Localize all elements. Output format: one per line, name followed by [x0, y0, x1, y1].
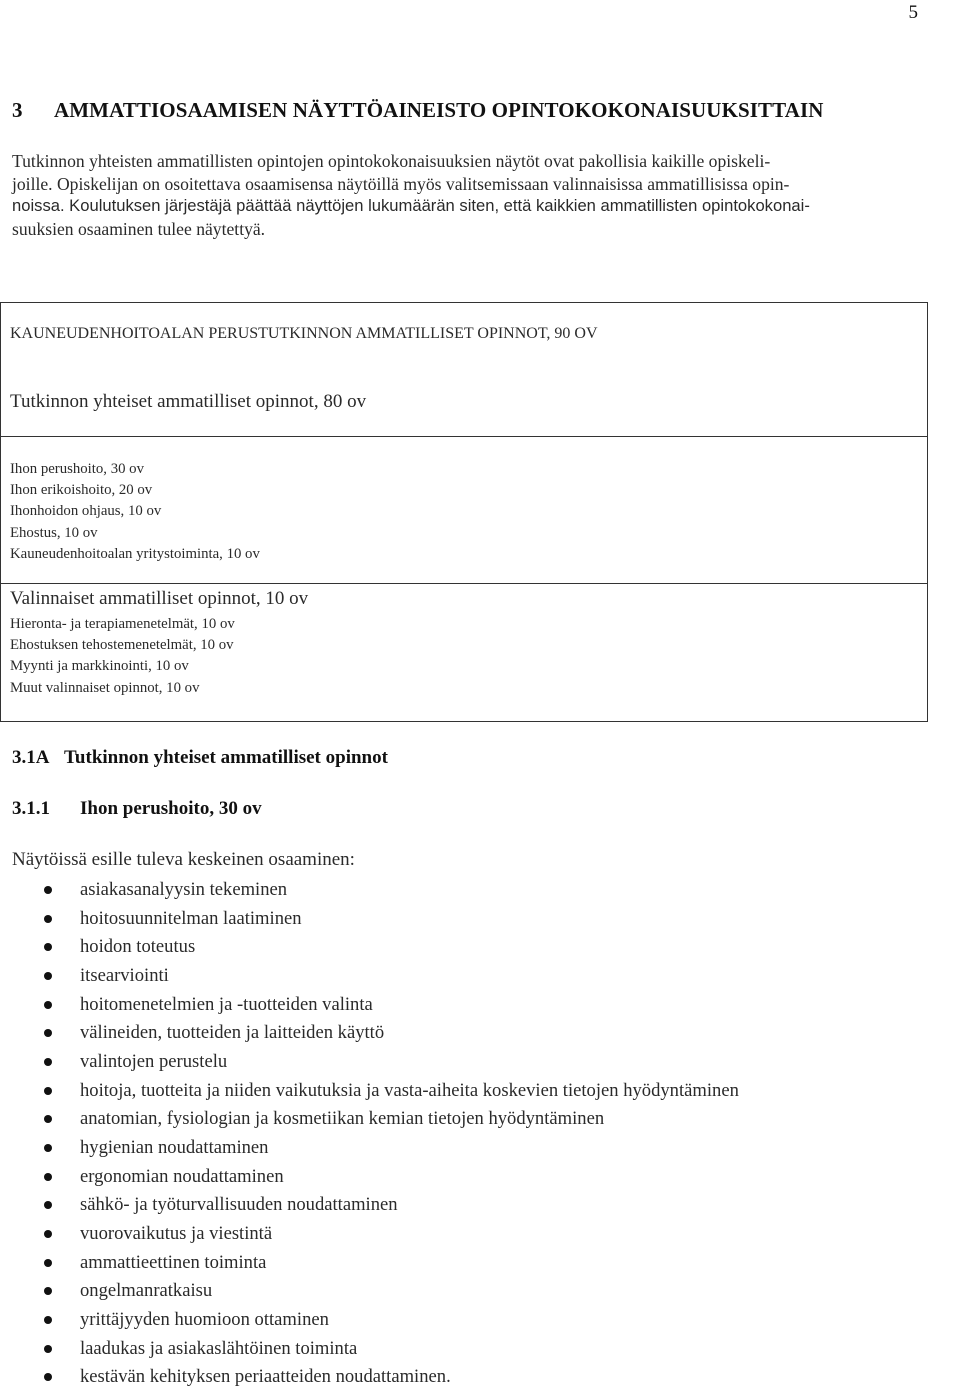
bullet-dot-icon — [44, 1316, 52, 1324]
list-item — [0, 1306, 739, 1335]
module-item: Hieronta- ja terapiamenetelmät, 10 ov — [10, 616, 235, 632]
list-item-text: ammattieettinen toiminta — [80, 1251, 267, 1273]
list-item-text: hoidon toteutus — [80, 936, 196, 958]
list-item — [0, 1077, 739, 1106]
bullet-dot-icon — [44, 1230, 52, 1238]
list-item — [0, 1134, 739, 1163]
list-item — [0, 1019, 739, 1048]
intro-line: noissa. Koulutuksen järjestäjä päättää näyttöjen lukumäärän siten, että kaikkien ammatillisten opintokokonai- — [12, 196, 810, 215]
intro-line: joille. Opiskelijan on osoitettava osaamisensa näytöillä myös valitsemissaan valinnaisissa ammatillisissa opin- — [12, 173, 790, 194]
page-number: 5 — [908, 2, 918, 23]
list-item — [0, 1220, 739, 1249]
bullet-dot-icon — [44, 1144, 52, 1152]
list-item-text: hoitosuunnitelman laatiminen — [80, 907, 302, 929]
bullet-dot-icon — [44, 886, 52, 894]
common-modules-list — [10, 459, 260, 565]
list-item-text: ergonomian noudattaminen — [80, 1165, 284, 1187]
intro-paragraph — [12, 150, 954, 240]
bullet-dot-icon — [44, 1115, 52, 1123]
module-item: Kauneudenhoitoalan yritystoiminta, 10 ov — [10, 545, 260, 562]
list-item — [0, 1048, 739, 1077]
list-item — [0, 962, 739, 991]
bullet-dot-icon — [44, 1287, 52, 1295]
list-item — [0, 1335, 739, 1364]
subsection-number: 3.1.1 — [12, 798, 50, 819]
common-modules-cell — [1, 437, 927, 584]
list-item-text: anatomian, fysiologian ja kosmetiikan kemian tietojen hyödyntäminen — [80, 1108, 605, 1130]
list-item — [0, 1105, 739, 1134]
subsection-title: Tutkinnon yhteiset ammatilliset opinnot — [64, 747, 388, 768]
list-item-text: yrittäjyyden huomioon ottaminen — [80, 1308, 329, 1330]
list-item — [0, 1277, 739, 1306]
bullet-dot-icon — [44, 1201, 52, 1209]
list-item — [0, 876, 739, 905]
elective-modules-list — [10, 614, 235, 699]
bullet-dot-icon — [44, 915, 52, 923]
bullet-dot-icon — [44, 1259, 52, 1267]
section-title: AMMATTIOSAAMISEN NÄYTTÖAINEISTO OPINTOKOKONAISUUKSITTAIN — [54, 98, 824, 122]
elective-studies-title: Valinnaiset ammatilliset opinnot, 10 ov — [10, 588, 309, 609]
degree-header-cell — [1, 303, 927, 437]
elective-modules-cell — [1, 584, 927, 721]
module-item: Ehostus, 10 ov — [10, 524, 98, 541]
subsection-heading — [12, 747, 388, 769]
list-item-text: kestävän kehityksen periaatteiden noudattaminen. — [80, 1366, 451, 1388]
subsection-title: Ihon perushoito, 30 ov — [80, 798, 262, 819]
common-studies-title: Tutkinnon yhteiset ammatilliset opinnot, 80 ov — [10, 391, 367, 412]
module-item: Ihon erikoishoito, 20 ov — [10, 482, 153, 499]
list-item-text: itsearviointi — [80, 964, 169, 986]
bullet-dot-icon — [44, 1087, 52, 1095]
degree-title: KAUNEUDENHOITOALAN PERUSTUTKINNON AMMATILLISET OPINNOT, 90 OV — [10, 325, 598, 342]
list-item-text: hoitoja, tuotteita ja niiden vaikutuksia ja vasta-aiheita koskevien tietojen hyödyntäminen — [80, 1079, 739, 1101]
list-item — [0, 1163, 739, 1192]
intro-line: suuksien osaaminen tulee näytettyä. — [12, 218, 266, 239]
bullet-dot-icon — [44, 972, 52, 980]
list-item-text: valintojen perustelu — [80, 1050, 228, 1072]
bullet-dot-icon — [44, 1029, 52, 1037]
list-item-text: laadukas ja asiakaslähtöinen toiminta — [80, 1337, 358, 1359]
bullet-dot-icon — [44, 1058, 52, 1066]
bullet-dot-icon — [44, 1001, 52, 1009]
degree-structure-table — [0, 302, 928, 722]
module-item: Myynti ja markkinointi, 10 ov — [10, 658, 189, 675]
list-item-text: asiakasanalyysin tekeminen — [80, 879, 288, 900]
subsection-number: 3.1A — [12, 747, 50, 768]
section-heading — [12, 98, 824, 123]
section-number: 3 — [12, 98, 23, 122]
skills-list — [0, 876, 739, 1392]
list-item-text: hoitomenetelmien ja -tuotteiden valinta — [80, 993, 373, 1015]
bullet-dot-icon — [44, 1173, 52, 1181]
list-item — [0, 905, 739, 934]
list-item — [0, 933, 739, 962]
subsection-heading — [12, 798, 262, 820]
skills-lead-text: Näytöissä esille tuleva keskeinen osaaminen: — [12, 849, 355, 870]
list-item — [0, 991, 739, 1020]
bullet-dot-icon — [44, 1345, 52, 1353]
module-item: Ihon perushoito, 30 ov — [10, 461, 144, 477]
list-item — [0, 1191, 739, 1220]
module-item: Muut valinnaiset opinnot, 10 ov — [10, 679, 200, 696]
module-item: Ihonhoidon ohjaus, 10 ov — [10, 503, 162, 520]
intro-line: Tutkinnon yhteisten ammatillisten opintojen opintokokonaisuuksien näytöt ovat pakollisia kaikille opiskeli- — [12, 151, 771, 171]
module-item: Ehostuksen tehostemenetelmät, 10 ov — [10, 637, 234, 654]
list-item-text: hygienian noudattaminen — [80, 1136, 269, 1158]
list-item — [0, 1363, 739, 1392]
list-item-text: ongelmanratkaisu — [80, 1280, 213, 1302]
bullet-dot-icon — [44, 943, 52, 951]
list-item — [0, 1249, 739, 1278]
list-item-text: vuorovaikutus ja viestintä — [80, 1222, 273, 1244]
list-item-text: välineiden, tuotteiden ja laitteiden käyttö — [80, 1022, 385, 1044]
list-item-text: sähkö- ja työturvallisuuden noudattaminen — [80, 1194, 398, 1216]
bullet-dot-icon — [44, 1373, 52, 1381]
